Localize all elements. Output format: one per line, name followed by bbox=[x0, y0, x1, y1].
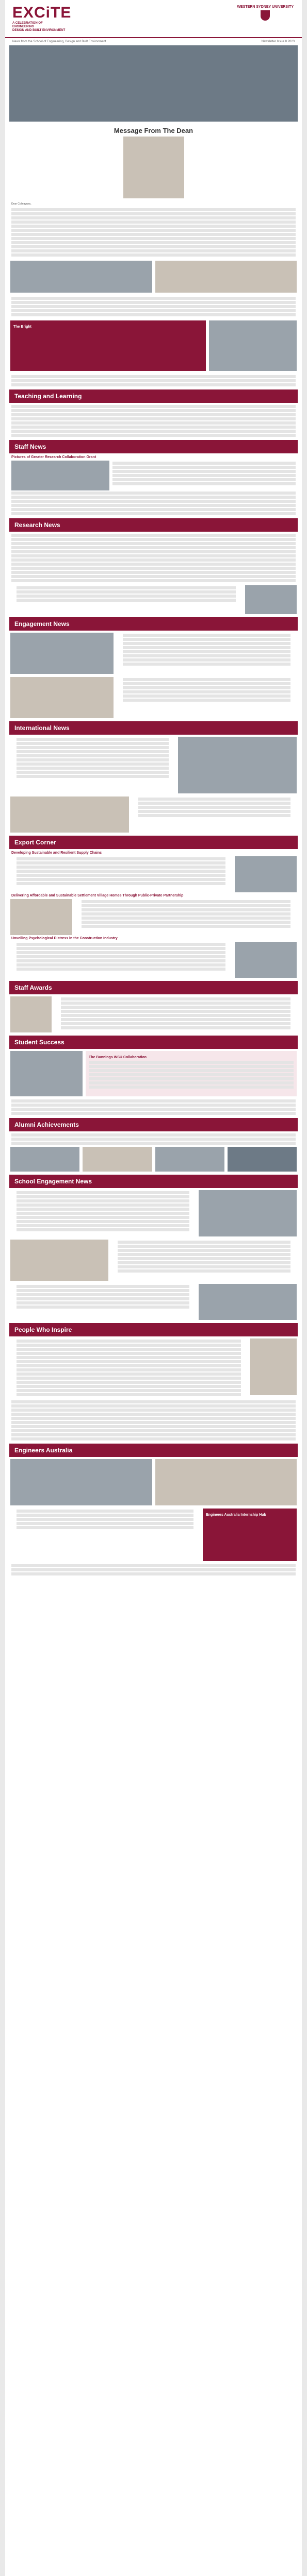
dean-photo bbox=[123, 137, 184, 198]
section-school-engagement: School Engagement News bbox=[9, 1175, 298, 1188]
section-ea: Engineers Australia bbox=[9, 1444, 298, 1457]
newsletter-page: EXCiTE A CELEBRATION OF ENGINEERING DESIGN AND BUILT ENVIRONMENT WESTERN SYDNEY UNIVERSITY News from the School of Engineering, Design and Built Environment Newsletter Issue 8 2023 Message From The Dean Dear Colleagues, The Bright Teaching and Learning Staff News Pictures of Greater Research Collaboration Grant Research News Engagement News International News Export Corner Developing Sustainable and Resilient Supply Chains Delivering Affordable and Sustainable Settlement Village Homes Through Public-Private Partnership Unveiling Psychological Distress in the Construction Industry Staff Awards Student Success The Bunnings WSU Collaboration Alumni Achievements School Engagement News People Who Inspire Engineers Australia Engineers Australia Internship Hub bbox=[5, 0, 302, 2576]
section-people: People Who Inspire bbox=[9, 1323, 298, 1336]
section-staff-awards: Staff Awards bbox=[9, 981, 298, 994]
hero-image bbox=[9, 45, 298, 122]
university-logo: WESTERN SYDNEY UNIVERSITY bbox=[237, 5, 294, 21]
section-student: Student Success bbox=[9, 1036, 298, 1049]
excite-logo: EXCiTE A CELEBRATION OF ENGINEERING DESIGN AND BUILT ENVIRONMENT bbox=[12, 4, 72, 32]
dean-images bbox=[5, 261, 302, 293]
logo-sub-2: ENGINEERING bbox=[12, 25, 35, 28]
feature-box: The Bright bbox=[5, 320, 302, 371]
section-research: Research News bbox=[9, 518, 298, 532]
section-staff-news: Staff News bbox=[9, 440, 298, 453]
section-teaching: Teaching and Learning bbox=[9, 389, 298, 403]
shield-icon bbox=[261, 10, 270, 21]
section-export: Export Corner bbox=[9, 836, 298, 849]
section-alumni: Alumni Achievements bbox=[9, 1118, 298, 1131]
dean-title: Message From The Dean bbox=[114, 127, 193, 134]
section-international: International News bbox=[9, 721, 298, 735]
masthead bbox=[5, 0, 302, 38]
logo-sub-3: DESIGN AND BUILT ENVIRONMENT bbox=[12, 29, 66, 32]
section-engagement: Engagement News bbox=[9, 617, 298, 631]
logo-sub-1: A CELEBRATION OF bbox=[12, 22, 43, 25]
dean-message: Dear Colleagues, bbox=[5, 202, 302, 257]
subtitle-bar: News from the School of Engineering, Design and Built Environment Newsletter Issue 8 2023 bbox=[12, 40, 295, 43]
